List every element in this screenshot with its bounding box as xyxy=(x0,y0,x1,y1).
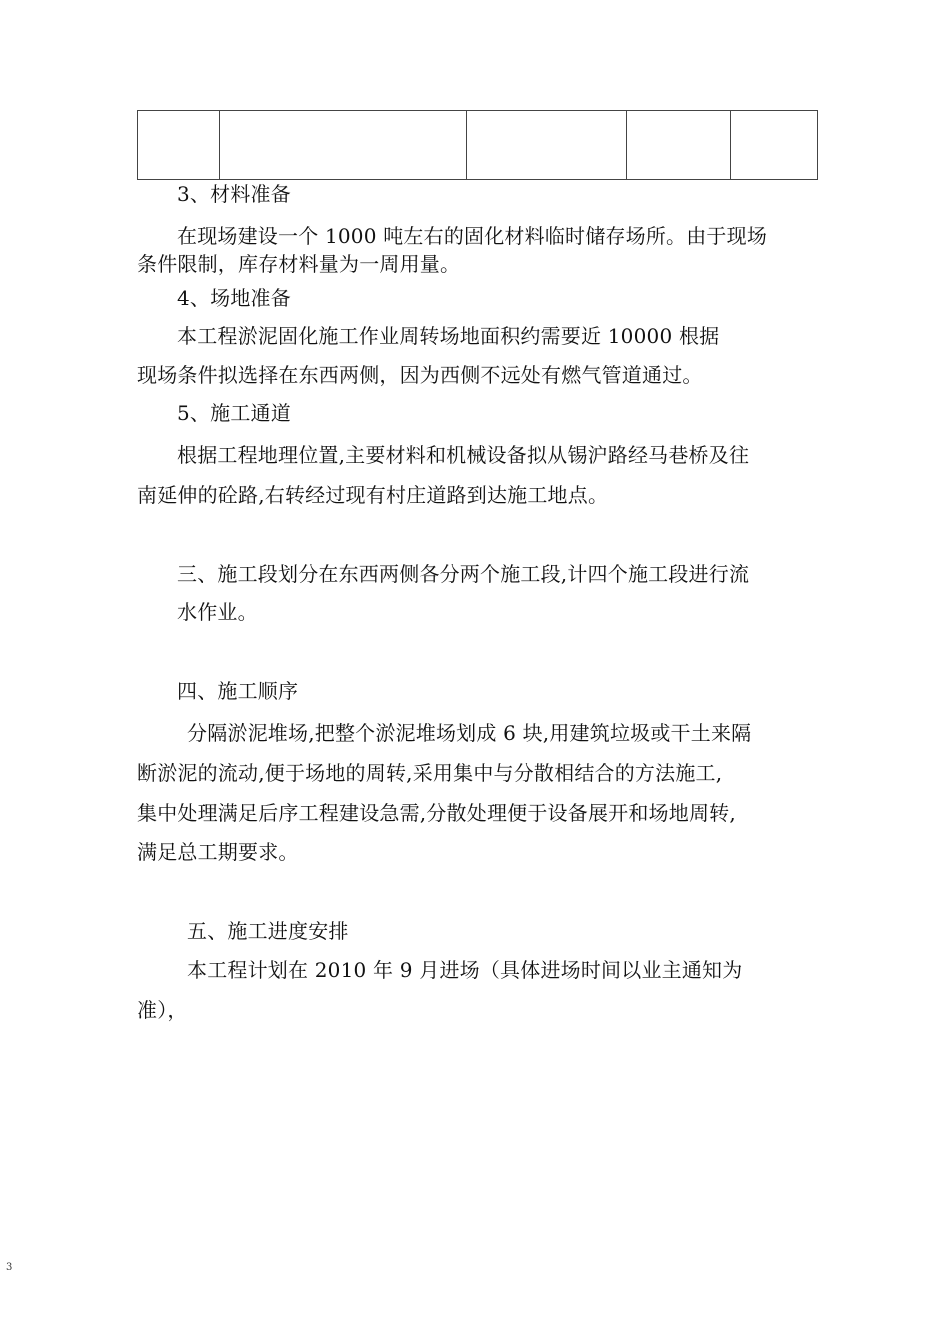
table-cell xyxy=(627,111,731,180)
sequence-paragraph-line: 断淤泥的流动,便于场地的周转,采用集中与分散相结合的方法施工, xyxy=(137,761,723,785)
segments-paragraph-line: 水作业。 xyxy=(177,600,258,624)
schedule-paragraph-line: 本工程计划在 2010 年 9 月进场（具体进场时间以业主通知为 xyxy=(187,958,743,982)
access-paragraph-line: 南延伸的砼路,右转经过现有村庄道路到达施工地点。 xyxy=(137,483,609,507)
sequence-paragraph-line: 满足总工期要求。 xyxy=(137,840,299,864)
schedule-paragraph-line: 准）， xyxy=(137,998,188,1022)
table-cell xyxy=(138,111,220,180)
sequence-paragraph-line: 集中处理满足后序工程建设急需,分散处理便于设备展开和场地周转, xyxy=(137,801,736,825)
schedule-heading: 五、施工进度安排 xyxy=(187,919,349,943)
blank-table xyxy=(137,110,818,180)
sequence-heading: 四、施工顺序 xyxy=(177,679,299,703)
site-paragraph-line: 现场条件拟选择在东西两侧，因为西侧不远处有燃气管道通过。 xyxy=(137,363,703,387)
table-cell xyxy=(220,111,467,180)
table-cell xyxy=(731,111,818,180)
table-row xyxy=(138,111,818,180)
table-cell xyxy=(467,111,627,180)
access-heading: 5、施工通道 xyxy=(177,401,291,425)
segments-paragraph-line: 三、施工段划分在东西两侧各分两个施工段,计四个施工段进行流 xyxy=(177,562,750,586)
site-paragraph-line: 本工程淤泥固化施工作业周转场地面积约需要近 10000 根据 xyxy=(177,324,720,348)
access-paragraph-line: 根据工程地理位置,主要材料和机械设备拟从锡沪路经马巷桥及往 xyxy=(177,443,750,467)
page-number: 3 xyxy=(6,1262,13,1273)
materials-paragraph-line: 在现场建设一个 1000 吨左右的固化材料临时储存场所。由于现场 xyxy=(177,224,768,248)
site-heading: 4、场地准备 xyxy=(177,286,291,310)
materials-paragraph-line: 条件限制，库存材料量为一周用量。 xyxy=(137,252,461,276)
sequence-paragraph-line: 分隔淤泥堆场,把整个淤泥堆场划成 6 块,用建筑垃圾或干土来隔 xyxy=(187,721,752,745)
materials-heading: 3、材料准备 xyxy=(177,182,291,206)
